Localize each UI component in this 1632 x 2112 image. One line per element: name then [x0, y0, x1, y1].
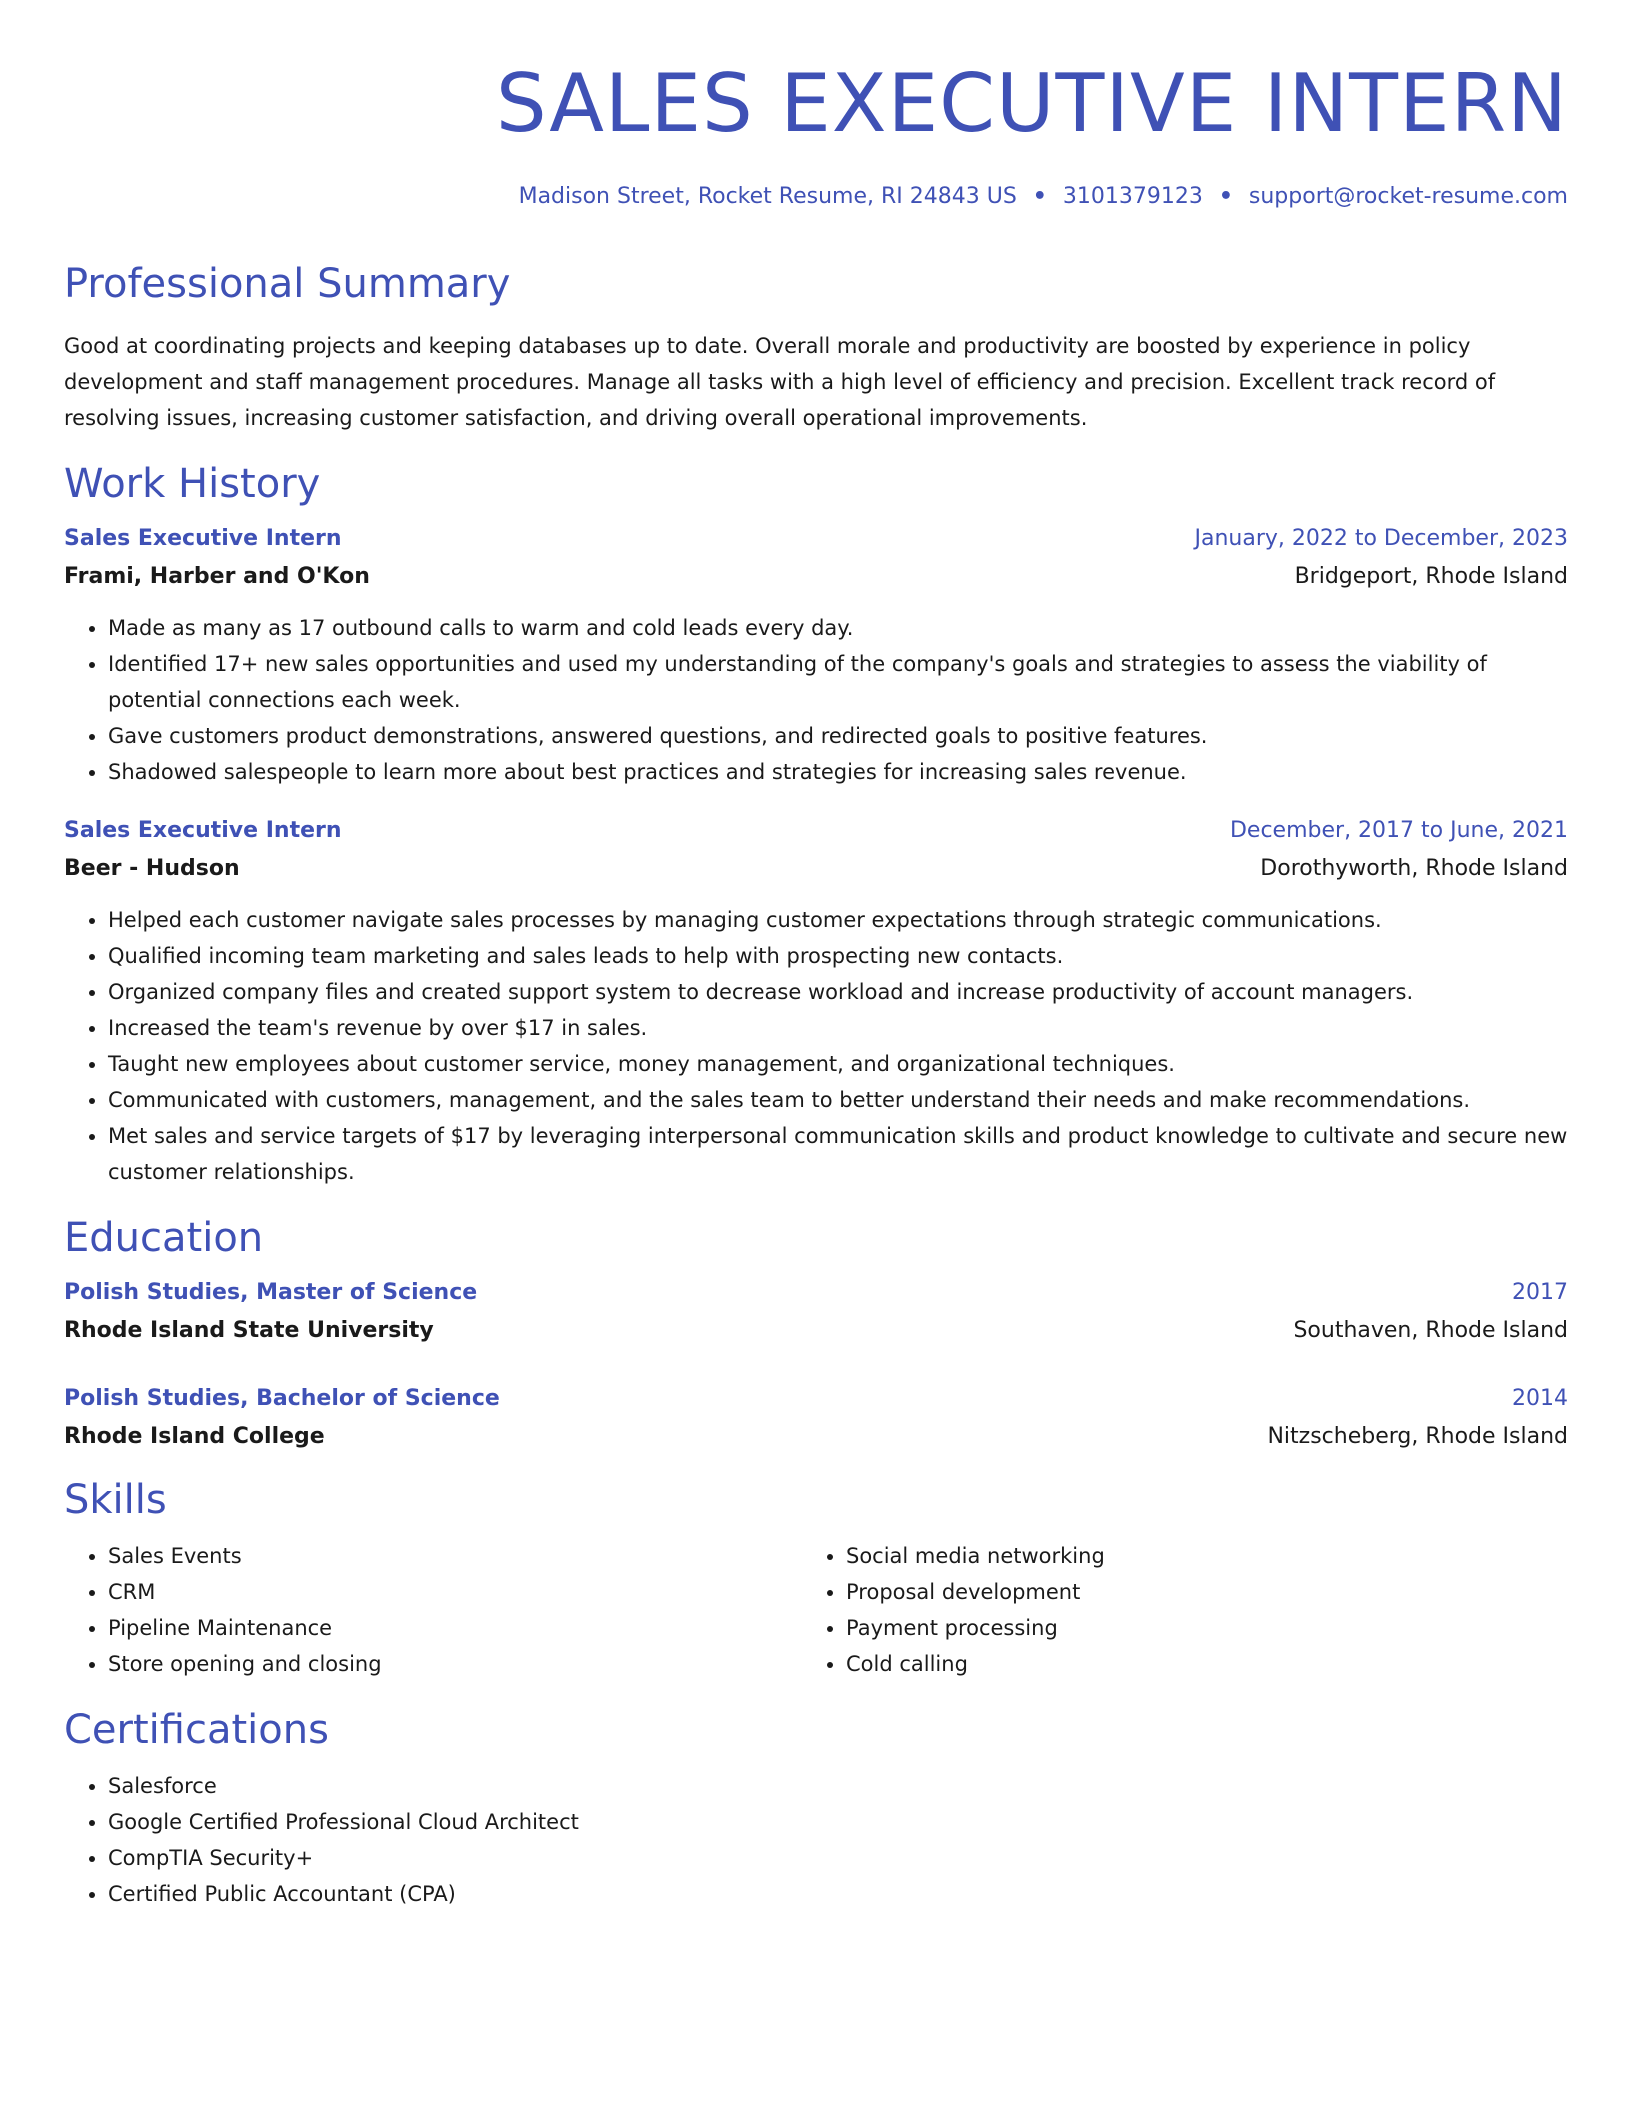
candidate-title: SALES EXECUTIVE INTERN: [495, 57, 1568, 150]
education-degree: Polish Studies, Master of Science: [64, 1280, 478, 1305]
job-company-row: [64, 850, 1568, 888]
education-school-row: [64, 1312, 1568, 1350]
job-dates: January, 2022 to December, 2023: [1194, 526, 1568, 551]
summary-text: Good at coordinating projects and keeping databases up to date. Overall morale and productivity are boosted by experience in policy development and staff management procedures. Manage all tasks with a high level of efficiency and precision. Excellent track record of resolving issues, increasing customer satisfaction, and driving overall operational improvements.: [64, 334, 1496, 430]
list-item: • Qualified incoming team marketing and sales leads to help with prospecting new contacts.: [108, 938, 1568, 974]
list-item: • Made as many as 17 outbound calls to warm and cold leads every day.: [108, 610, 1568, 646]
contact-email[interactable]: support@rocket-resume.com: [1248, 184, 1568, 209]
list-item: • Organized company files and created support system to decrease workload and increase productivity of account managers.: [108, 974, 1568, 1010]
list-item: • Payment processing: [846, 1610, 1540, 1646]
job-company-row: [64, 558, 1568, 596]
job-location: Bridgeport, Rhode Island: [1294, 564, 1568, 589]
list-item: • CompTIA Security+: [108, 1840, 1568, 1876]
skills-grid: [64, 1538, 1568, 1682]
list-item: • Shadowed salespeople to learn more about best practices and strategies for increasing sales revenue.: [108, 754, 1568, 790]
list-item: • CRM: [108, 1574, 802, 1610]
job-entry: [64, 520, 1568, 790]
education-location: Nitzscheberg, Rhode Island: [1267, 1424, 1568, 1449]
list-item: • Salesforce: [108, 1768, 1568, 1804]
skills-list-left: [64, 1538, 802, 1682]
job-location: Dorothyworth, Rhode Island: [1260, 856, 1568, 881]
education-degree-row: [64, 1274, 1568, 1312]
education-school-row: [64, 1418, 1568, 1456]
certifications-heading: Certifications: [64, 1707, 329, 1753]
list-item: • Proposal development: [846, 1574, 1540, 1610]
certifications-list: [64, 1768, 1568, 1912]
list-item: • Google Certified Professional Cloud Architect: [108, 1804, 1568, 1840]
summary-heading: Professional Summary: [64, 261, 511, 307]
contact-line: [64, 182, 1568, 212]
education-year: 2017: [1512, 1280, 1568, 1305]
work-history-heading: Work History: [64, 461, 321, 507]
contact-phone[interactable]: 3101379123: [1062, 184, 1203, 209]
list-item: • Pipeline Maintenance: [108, 1610, 802, 1646]
skills-list-right: [802, 1538, 1540, 1682]
skills-heading: Skills: [64, 1477, 167, 1523]
education-school: Rhode Island State University: [64, 1318, 434, 1343]
list-item: • Store opening and closing: [108, 1646, 802, 1682]
job-company: Frami, Harber and O'Kon: [64, 564, 370, 589]
job-bullets: [64, 902, 1568, 1190]
list-item: • Social media networking: [846, 1538, 1540, 1574]
list-item: • Communicated with customers, management, and the sales team to better understand their needs and make recommendations.: [108, 1082, 1568, 1118]
list-item: • Taught new employees about customer service, money management, and organizational techniques.: [108, 1046, 1568, 1082]
contact-separator: •: [1032, 184, 1047, 209]
education-entry: [64, 1380, 1568, 1456]
education-degree: Polish Studies, Bachelor of Science: [64, 1386, 500, 1411]
list-item: • Cold calling: [846, 1646, 1540, 1682]
education-entry: [64, 1274, 1568, 1350]
job-role-row: [64, 520, 1568, 558]
list-item: • Helped each customer navigate sales processes by managing customer expectations through strategic communications.: [108, 902, 1568, 938]
resume-header: [64, 56, 1568, 212]
job-company: Beer - Hudson: [64, 856, 240, 881]
job-entry: [64, 812, 1568, 1190]
contact-address: Madison Street, Rocket Resume, RI 24843 US: [518, 184, 1017, 209]
job-role-row: [64, 812, 1568, 850]
list-item: • Sales Events: [108, 1538, 802, 1574]
education-heading: Education: [64, 1215, 264, 1261]
job-dates: December, 2017 to June, 2021: [1229, 818, 1568, 843]
contact-separator: •: [1218, 184, 1233, 209]
list-item: • Met sales and service targets of $17 by leveraging interpersonal communication skills and product knowledge to cultivate and secure new customer relationships.: [108, 1118, 1568, 1190]
list-item: • Identified 17+ new sales opportunities and used my understanding of the company's goals and strategies to assess the viability of potential connections each week.: [108, 646, 1568, 718]
education-location: Southaven, Rhode Island: [1293, 1318, 1568, 1343]
job-role: Sales Executive Intern: [64, 526, 342, 551]
job-bullets: [64, 610, 1568, 790]
education-year: 2014: [1512, 1386, 1568, 1411]
job-role: Sales Executive Intern: [64, 818, 342, 843]
education-degree-row: [64, 1380, 1568, 1418]
list-item: • Increased the team's revenue by over $17 in sales.: [108, 1010, 1568, 1046]
list-item: • Certified Public Accountant (CPA): [108, 1876, 1568, 1912]
list-item: • Gave customers product demonstrations, answered questions, and redirected goals to positive features.: [108, 718, 1568, 754]
education-school: Rhode Island College: [64, 1424, 325, 1449]
